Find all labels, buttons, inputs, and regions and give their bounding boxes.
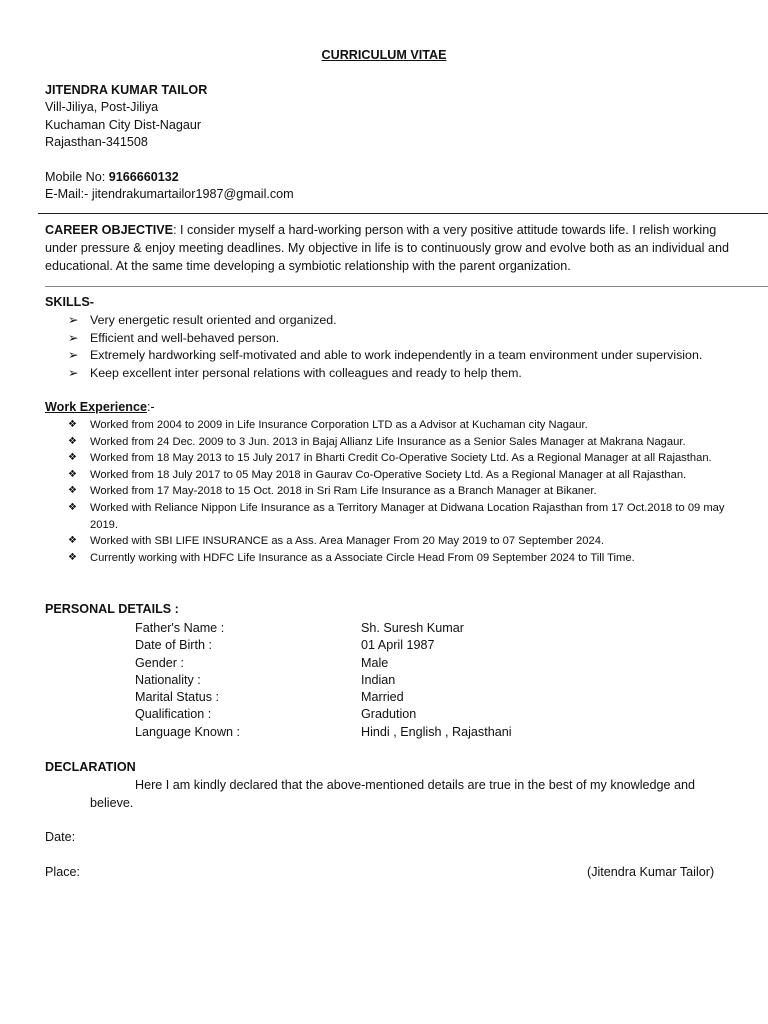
list-item: ❖ Worked from 18 May 2013 to 15 July 2017 in Bharti Credit Co-Operative Society Ltd. As a Regional Manager at all Rajasthan. — [45, 450, 730, 467]
list-item: ❖ Worked from 18 July 2017 to 05 May 2018 in Gaurav Co-Operative Society Ltd. As a Regional Manager at all Rajasthan. — [45, 467, 730, 484]
gender-value: Male — [361, 655, 389, 670]
personal-details-labels — [135, 620, 240, 741]
diamond-bullet-icon: ❖ — [68, 452, 77, 464]
candidate-name: JITENDRA KUMAR TAILOR — [45, 83, 208, 97]
work-experience-heading: Work Experience — [45, 400, 147, 414]
work-experience-heading-line — [45, 399, 155, 417]
qualification-value: Gradution — [361, 707, 417, 722]
language-label: Language Known : — [135, 724, 241, 739]
marital-status-value: Married — [361, 690, 404, 705]
list-item: ❖ Worked with SBI LIFE INSURANCE as a Ass. Area Manager From 20 May 2019 to 07 September 2024. — [45, 533, 730, 550]
diamond-bullet-icon: ❖ — [68, 485, 77, 497]
arrow-bullet-icon: ➢ — [68, 313, 79, 327]
diamond-bullet-icon: ❖ — [68, 435, 77, 447]
personal-details-values — [361, 620, 512, 741]
email-address: jitendrakumartailor1987@gmail.com — [91, 187, 294, 201]
work-experience-heading-suffix: :- — [146, 400, 155, 414]
qualification-label: Qualification : — [135, 707, 212, 722]
arrow-bullet-icon: ➢ — [68, 330, 79, 345]
work-experience-list — [45, 417, 730, 566]
diamond-bullet-icon: ❖ — [68, 551, 77, 563]
list-item: ❖ Worked from 2004 to 2009 in Life Insurance Corporation LTD as a Advisor at Kuchaman city Nagaur. — [45, 417, 730, 434]
mobile-label: Mobile No: — [45, 170, 106, 184]
diamond-bullet-icon: ❖ — [68, 419, 77, 430]
divider-top — [38, 213, 768, 214]
dob-value: 01 April 1987 — [361, 638, 435, 653]
date-label: Date: — [45, 830, 76, 844]
email-line — [45, 186, 294, 204]
diamond-bullet-icon: ❖ — [68, 468, 77, 480]
list-item: ➢ Keep excellent inter personal relations with colleagues and ready to help them. — [45, 365, 755, 383]
career-objective-paragraph — [45, 221, 745, 275]
list-item: ➢ Extremely hardworking self-motivated and able to work independently in a team environment under supervision. — [45, 347, 755, 365]
list-item: ❖ Worked from 17 May-2018 to 15 Oct. 2018 in Sri Ram Life Insurance as a Branch Manager at Bikaner. — [45, 483, 730, 500]
email-label: E-Mail:- — [45, 187, 89, 201]
career-objective-text: : I consider myself a hard-working person with a very positive attitude towards life. I relish working under pressure & enjoy meeting deadlines. My objective in life is to continuously grow and evolve both as an individual and educational. At the same time developing a symbiotic relationship with the parent organization. — [45, 223, 729, 273]
address-line-3: Rajasthan-341508 — [45, 135, 148, 149]
gender-label: Gender : — [135, 655, 185, 670]
list-item: ❖ Currently working with HDFC Life Insurance as a Associate Circle Head From 09 September 2024 to Till Time. — [45, 550, 730, 567]
mobile-number: 9166660132 — [108, 170, 179, 184]
nationality-value: Indian — [361, 672, 396, 687]
diamond-bullet-icon: ❖ — [68, 501, 77, 513]
document-title: CURRICULUM VITAE — [321, 48, 447, 62]
place-label: Place: — [45, 865, 81, 879]
father-name-value: Sh. Suresh Kumar — [361, 621, 464, 635]
language-value: Hindi , English , Rajasthani — [361, 724, 512, 739]
marital-status-label: Marital Status : — [135, 690, 219, 705]
arrow-bullet-icon: ➢ — [68, 348, 79, 362]
address-line-1: Vill-Jiliya, Post-Jiliya — [45, 100, 159, 114]
personal-details-heading: PERSONAL DETAILS : — [45, 602, 179, 616]
diamond-bullet-icon: ❖ — [68, 535, 77, 547]
declaration-line-1: Here I am kindly declared that the above-mentioned details are true in the best of my knowledge and — [135, 778, 696, 792]
declaration-line-2: believe. — [90, 796, 134, 810]
skills-list — [45, 312, 755, 382]
nationality-label: Nationality : — [135, 672, 201, 687]
list-item: ❖ Worked with Reliance Nippon Life Insurance as a Territory Manager at Didwana Location Rajasthan from 17 Oct.2018 to 09 may 2019. — [68, 501, 725, 531]
dob-label: Date of Birth : — [135, 638, 212, 653]
skills-heading: SKILLS- — [45, 295, 94, 309]
signature-name: (Jitendra Kumar Tailor) — [587, 865, 715, 879]
divider-objective — [45, 286, 768, 287]
arrow-bullet-icon: ➢ — [68, 365, 79, 380]
declaration-heading: DECLARATION — [45, 760, 136, 774]
career-objective-heading: CAREER OBJECTIVE — [45, 223, 174, 237]
list-item: ➢ Efficient and well-behaved person. — [45, 330, 755, 348]
address-line-2: Kuchaman City Dist-Nagaur — [45, 118, 202, 132]
list-item: ❖ Worked from 24 Dec. 2009 to 3 Jun. 2013 in Bajaj Allianz Life Insurance as a Senior Sales Manager at Makrana Nagaur. — [45, 434, 730, 451]
father-name-label: Father's Name : — [135, 621, 225, 635]
mobile-line — [45, 169, 179, 187]
list-item: ➢ Very energetic result oriented and organized. — [45, 312, 755, 330]
